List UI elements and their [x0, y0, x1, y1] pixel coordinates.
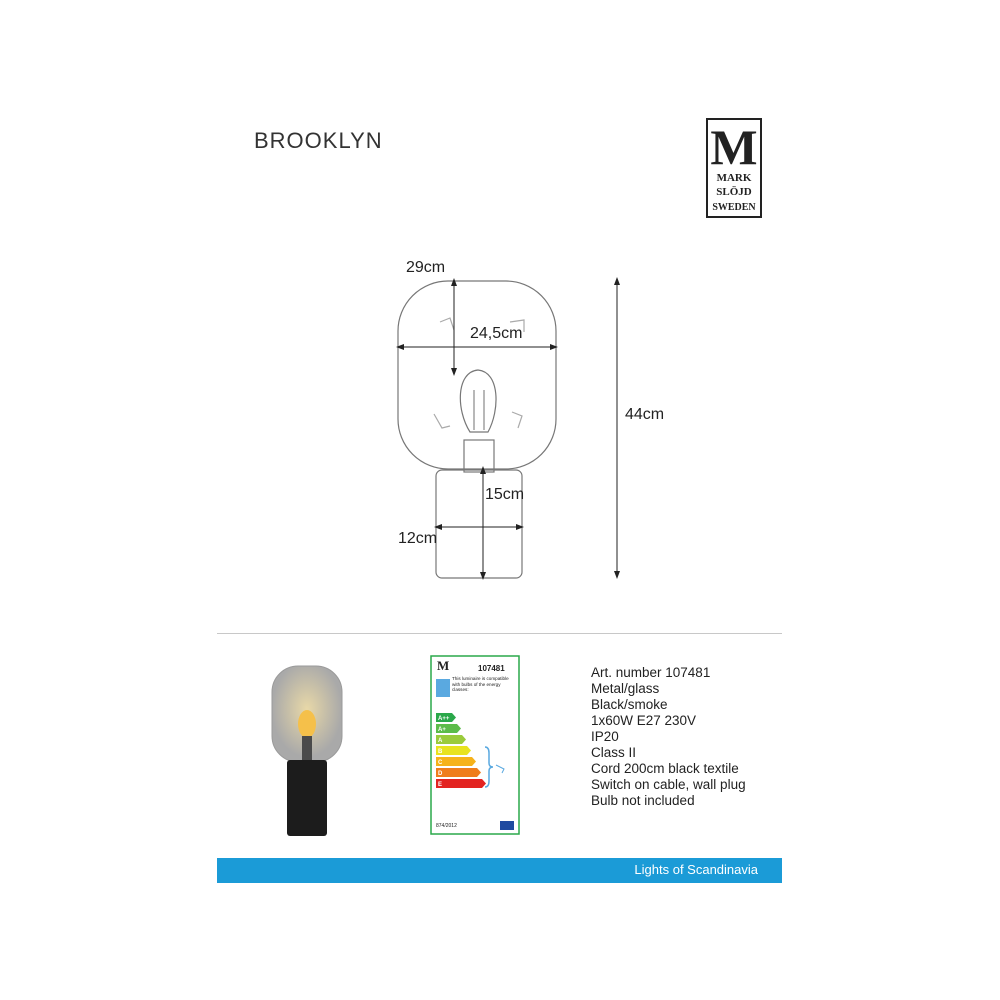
spec-line: Class II: [591, 745, 637, 760]
divider: [217, 633, 782, 634]
dim-base-width: 12cm: [398, 530, 438, 547]
footer-bar: [217, 858, 782, 883]
energy-class-label: C: [438, 760, 443, 766]
dim-top-width: 29cm: [406, 259, 446, 276]
energy-class-label: A++: [438, 716, 450, 722]
bulb: [460, 370, 496, 432]
logo-word-3: SWEDEN: [712, 202, 756, 213]
energy-text: This luminaire is compatible with bulbs of the energy classes:: [452, 676, 509, 692]
energy-logo-letter: M: [437, 658, 450, 673]
logo-letter: M: [710, 119, 758, 175]
photo-socket: [302, 736, 312, 760]
energy-class-label: A+: [438, 727, 446, 733]
dim-base-height: 15cm: [485, 486, 525, 503]
spec-line: Metal/glass: [591, 681, 660, 696]
energy-class-bar: [436, 768, 481, 777]
energy-class-label: D: [438, 771, 443, 777]
energy-class-label: B: [438, 749, 443, 755]
energy-class-label: A: [438, 738, 443, 744]
lamp-icon: [436, 679, 450, 697]
dim-total-height: 44cm: [625, 406, 665, 423]
energy-class-label: E: [438, 782, 443, 788]
photo-base: [287, 760, 327, 836]
spec-line: Bulb not included: [591, 793, 695, 808]
eu-flag-icon: [500, 821, 514, 830]
spec-line: Switch on cable, wall plug: [591, 777, 746, 792]
energy-article: 107481: [478, 664, 505, 673]
dim-shade-width: 24,5cm: [470, 325, 523, 342]
footer-tagline: Lights of Scandinavia: [634, 862, 758, 877]
energy-label: [430, 655, 520, 835]
socket: [464, 440, 494, 472]
spec-line: Art. number 107481: [591, 665, 711, 680]
spec-line: Black/smoke: [591, 697, 668, 712]
spec-line: 1x60W E27 230V: [591, 713, 697, 728]
glass-shade: [398, 281, 556, 469]
product-photo: [262, 662, 352, 842]
energy-regulation: 874/2012: [436, 823, 457, 829]
spec-list: [591, 665, 746, 809]
spec-line: Cord 200cm black textile: [591, 761, 739, 776]
energy-class-bar: [436, 779, 486, 788]
photo-bulb: [298, 710, 316, 738]
spec-line: IP20: [591, 729, 619, 744]
product-title: BROOKLYN: [254, 128, 383, 153]
logo-word-1: MARK: [716, 172, 752, 184]
logo-word-2: SLÖJD: [716, 186, 752, 198]
